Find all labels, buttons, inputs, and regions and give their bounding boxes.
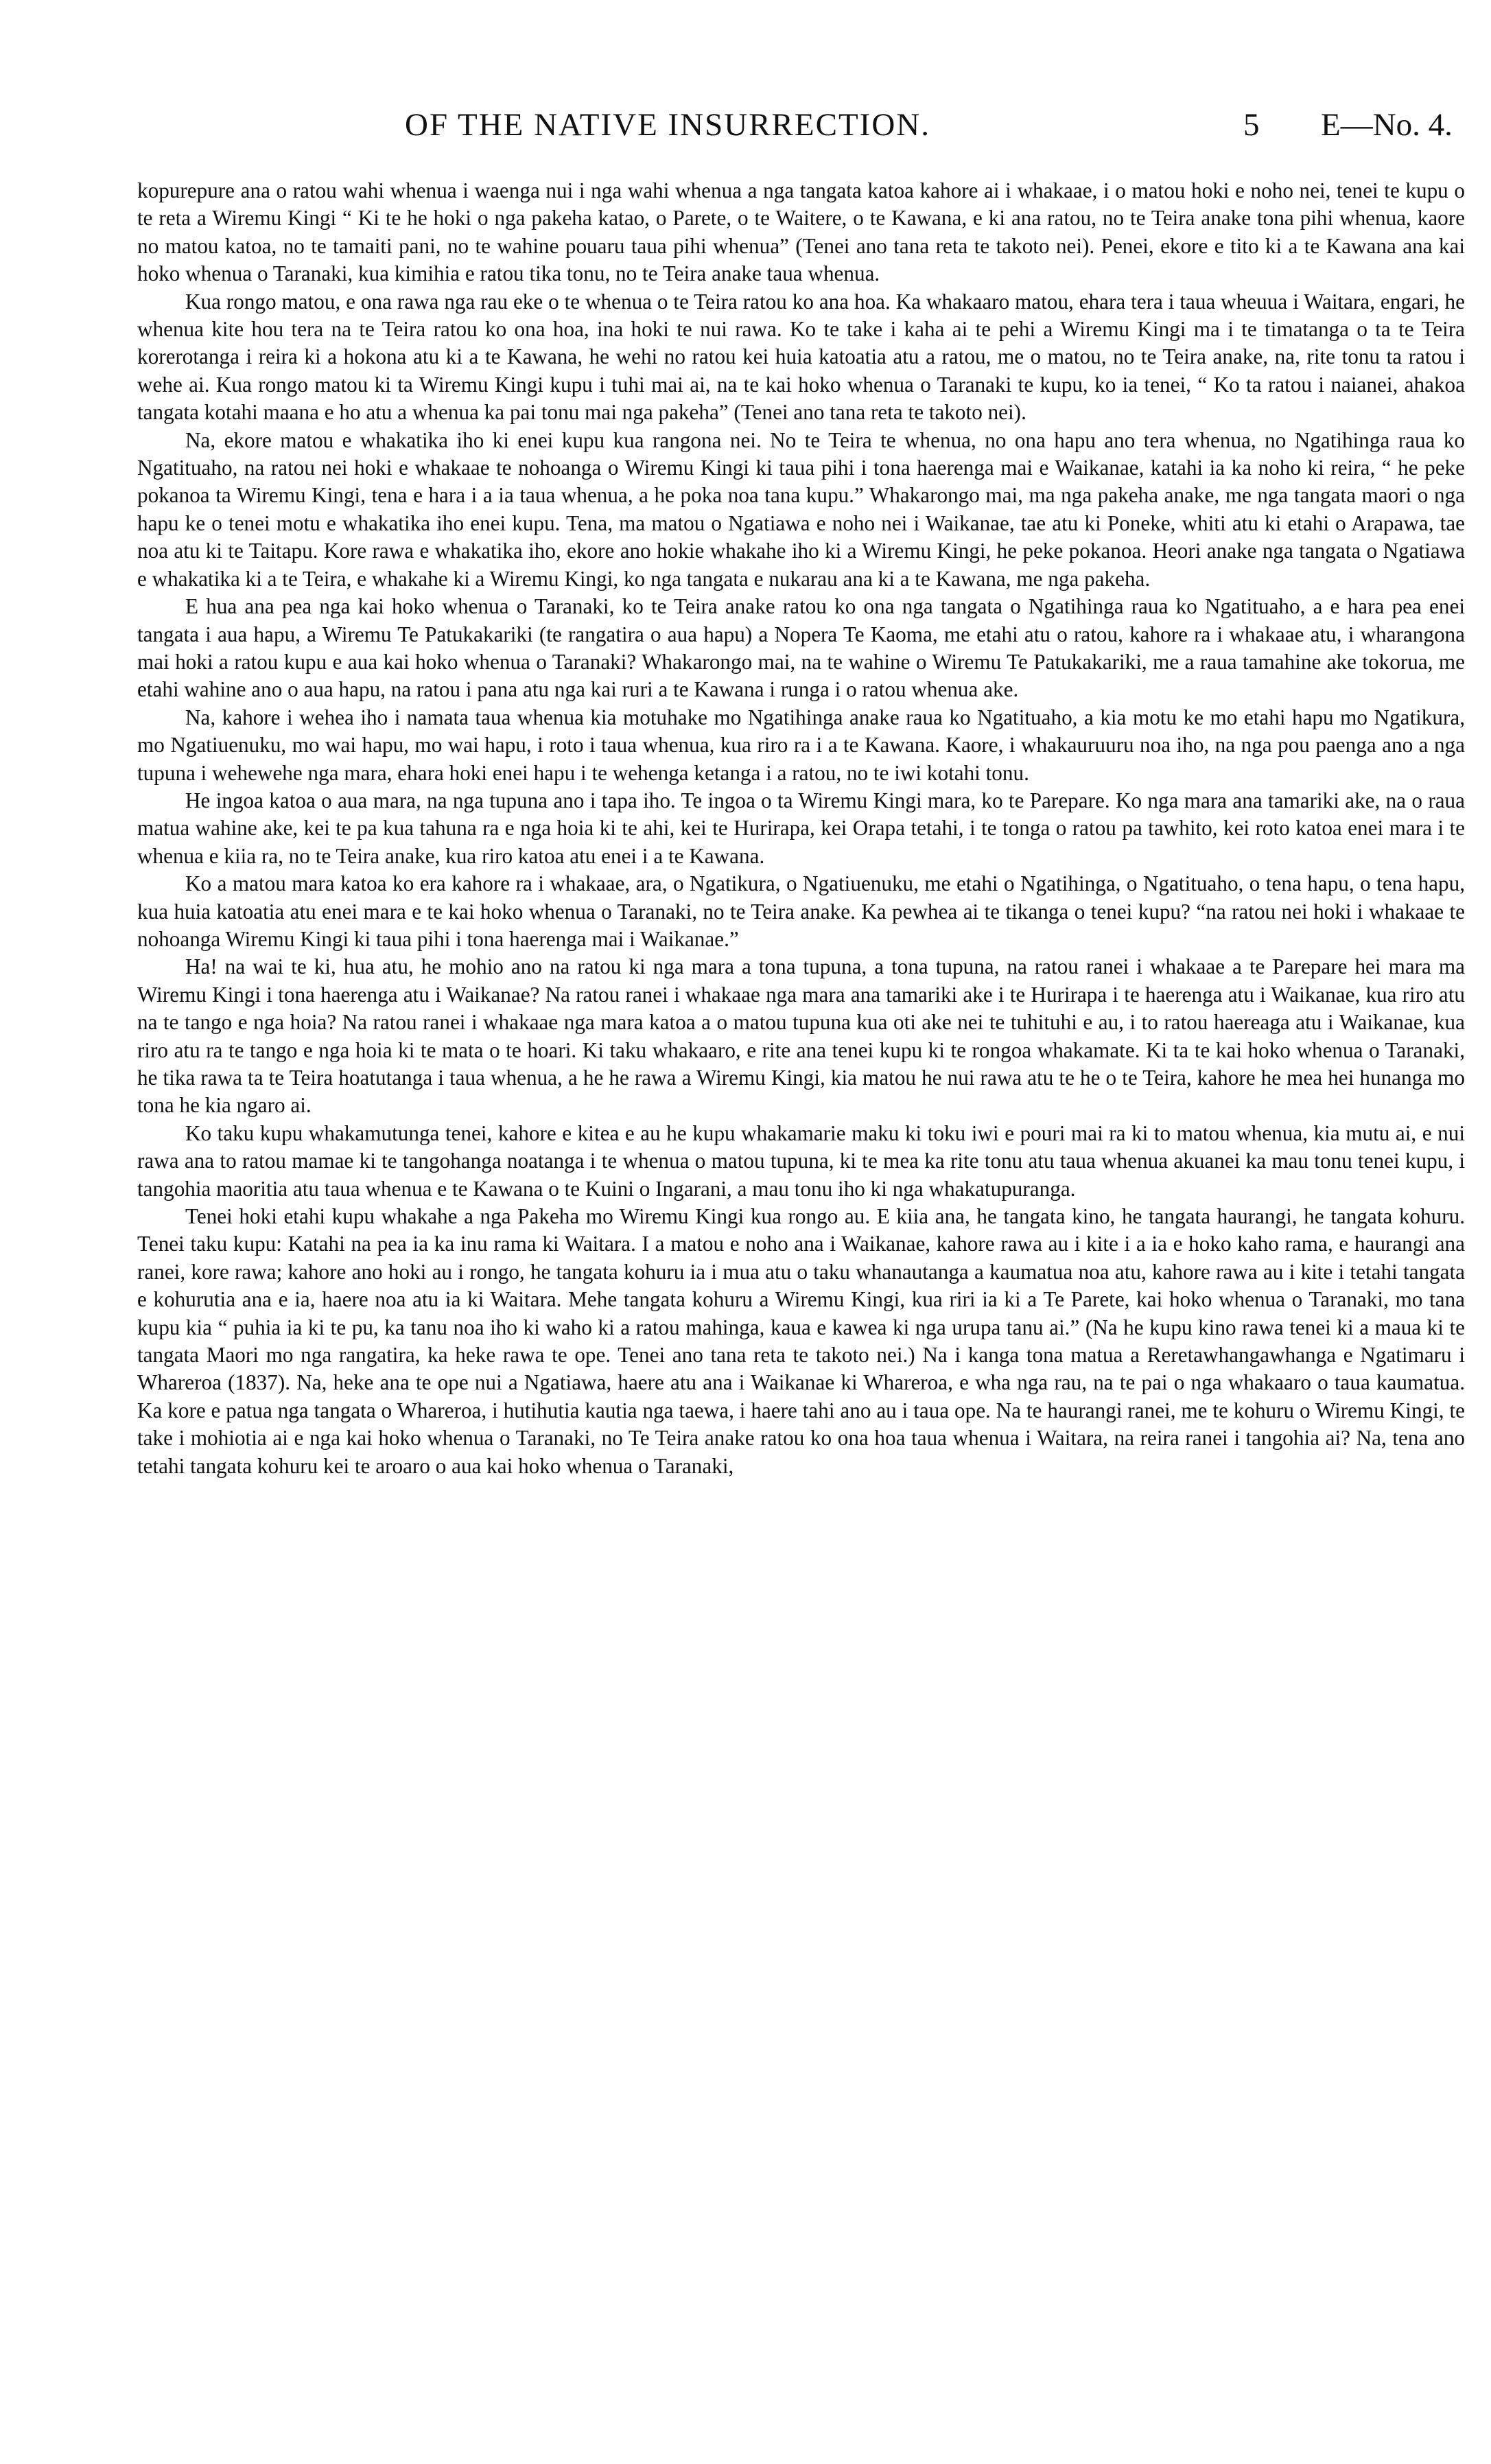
paragraph: E hua ana pea nga kai hoko whenua o Taranaki, ko te Teira anake ratou ko ona nga tangata o Ngatihinga raua ko Ngatituaho, a e hara pea enei tangata i aua hapu, a Wiremu Te Patukakariki (te rangatira o aua hapu) a Nopera Te Kaoma, me etahi atu o ratou, kahore ra i whakaae atu, i wharangona mai hoki a ratou kupu e aua kai hoko whenua o Taranaki? Whakarongo mai, na te wahine o Wiremu Te Patukakariki, me a raua tamahine ake tokorua, me etahi wahine ano o aua hapu, na ratou i pana atu nga kai ruri a te Kawana i runga i o ratou whenua ake. bbox=[137, 594, 1465, 702]
page-header bbox=[110, 106, 1461, 154]
paragraph: Ko taku kupu whakamutunga tenei, kahore e kitea e au he kupu whakamarie maku ki toku iwi e pouri mai ra ki to matou whenua, kia mutu ai, e nui rawa ana to ratou mamae ki te tangohanga noatanga i te whenua o matou tupuna, ki te mea ka rite tonu atu taua whenua akuanei ka mau tonu tenei kupu, i tangohia maoritia atu taua whenua e te Kawana o te Kuini o Ingarani, a mau tonu iho ki nga whakatupuranga. bbox=[137, 1120, 1465, 1201]
page-number: 5 bbox=[1243, 107, 1260, 143]
paragraph: Na, ekore matou e whakatika iho ki enei kupu kua rangona nei. No te Teira te whenua, no ona hapu ano tera whenua, no Ngatihinga raua ko Ngatituaho, na ratou nei hoki e whakaae te nohoanga o Wiremu Kingi ki taua pihi i tona haerenga mai e Waikanae, katahi ia ka noho ki reira, “ he peke pokanoa ta Wiremu Kingi, tena e hara i a ia taua whenua, a he poka noa tana kupu.” Whakarongo mai, ma nga pakeha anake, me nga tangata maori o nga hapu ke o tenei motu e whakatika iho enei kupu. Tena, ma matou o Ngatiawa e noho nei i Waikanae, tae atu ki Poneke, whiti atu ki etahi o Arapawa, tae noa atu ki te Taitapu. Kore rawa e whakatika iho, ekore ano hokie whakahe iho ki a Wiremu Kingi, he peke pokanoa. Heori anake nga tangata o Ngatiawa e whakatika ki a te Teira, e whakahe ki a Wiremu Kingi, ko nga tangata e nukarau ana ki a te Kawana, me nga pakeha. bbox=[137, 427, 1465, 591]
paragraph: He ingoa katoa o aua mara, na nga tupuna ano i tapa iho. Te ingoa o ta Wiremu Kingi mara, ko te Parepare. Ko nga mara ana tamariki ake, na o raua matua wahine ake, kei te pa kua tahuna ra e nga hoia ki te ahi, kei te Hurirapa, kei Orapa tetahi, i te tonga o ratou pa tawhito, kei roto katoa enei mara i te whenua e kiia ra, no te Teira anake, kua riro katoa atu enei i a te Kawana. bbox=[137, 788, 1465, 868]
body-text bbox=[137, 177, 1465, 1480]
paragraph: kopurepure ana o ratou wahi whenua i waenga nui i nga wahi whenua a nga tangata katoa kahore ai i whakaae, i o matou hoki e noho nei, tenei te kupu o te reta a Wiremu Kingi “ Ki te he hoki o nga pakeha katao, o Parete, o te Waitere, o te Kawana, e ki ana ratou, no te Teira anake tona pihi whenua, kaore no matou katoa, no te tamaiti pani, no te wahine pouaru taua pihi whenua” (Tenei ano tana reta te takoto nei). Penei, ekore e tito ki a te Kawana ana kai hoko whenua o Taranaki, kua kimihia e ratou tika tonu, no te Teira anake taua whenua. bbox=[137, 178, 1465, 286]
running-title: OF THE NATIVE INSURRECTION. bbox=[405, 107, 930, 143]
paragraph: Ha! na wai te ki, hua atu, he mohio ano na ratou ki nga mara a tona tupuna, a tona tupuna, na ratou ranei i whakaae a te Parepare hei mara ma Wiremu Kingi i tona haerenga atu i Waikanae? Na ratou ranei i whakaae nga mara ana tamariki ake i te Hurirapa i te haerenga atu i Waikanae, kua riro atu na te tango e nga hoia? Na ratou ranei i whakaae nga mara katoa a o matou tupuna kua oti ake nei te tuhituhi e au, i to ratou haereaga atu i Waikanae, kua riro atu ra te tango e nga hoia ki te mata o te hoari. Ki taku whakaaro, e rite ana tenei kupu ki te rongoa whakamate. Ki ta te kai hoko whenua o Taranaki, he tika rawa ta te Teira hoatutanga i taua whenua, a he he rawa a Wiremu Kingi, kia matou he nui rawa atu te he o te Teira, kahore he mea hei hunanga mo tona he kia ngaro ai. bbox=[137, 954, 1465, 1118]
paragraph: Kua rongo matou, e ona rawa nga rau eke o te whenua o te Teira ratou ko ana hoa. Ka whakaaro matou, ehara tera i taua wheuua i Waitara, engari, he whenua kite hou tera na te Teira ratou ko ona hoa, ina hoki te nui rawa. Ko te take i kaha ai te pehi a Wiremu Kingi ma i te timatanga o ta te Teira korerotanga i reira ki a hokona atu ki a te Kawana, he wehi no ratou kei huia katoatia atu a ratou, me o matou, no te Teira anake, na, rite tonu ta ratou i wehe ai. Kua rongo matou ki ta Wiremu Kingi kupu i tuhi mai ai, na te kai hoko whenua o Taranaki te kupu, ko ia tenei, “ Ko ta ratou i naianei, ahakoa tangata kotahi maana e ho atu a whenua ka pai tonu mai nga pakeha” (Tenei ano tana reta te takoto nei). bbox=[137, 289, 1465, 425]
paragraph: Ko a matou mara katoa ko era kahore ra i whakaae, ara, o Ngatikura, o Ngatiuenuku, me etahi o Ngatihinga, o Ngatituaho, o tena hapu, o tena hapu, kua huia katoatia atu enei mara e te kai hoko whenua o Taranaki, no te Teira anake. Ka pewhea ai te tikanga o tenei kupu? “na ratou nei hoki i whakaae te nohoanga Wiremu Kingi ki taua pihi i tona haerenga mai i Waikanae.” bbox=[137, 871, 1465, 951]
paragraph: Na, kahore i wehea iho i namata taua whenua kia motuhake mo Ngatihinga anake raua ko Ngatituaho, a kia motu ke mo etahi hapu mo Ngatikura, mo Ngatiuenuku, mo wai hapu, mo wai hapu, i roto i taua whenua, kua riro ra i a te Kawana. Kaore, i whakauruuru noa iho, na nga pou paenga ano a nga tupuna i wehewehe nga mara, ehara hoki enei hapu i te wehenga ketanga i a ratou, no te iwi kotahi tonu. bbox=[137, 705, 1465, 785]
document-reference: E—No. 4. bbox=[1321, 107, 1453, 143]
paragraph: Tenei hoki etahi kupu whakahe a nga Pakeha mo Wiremu Kingi kua rongo au. E kiia ana, he tangata kino, he tangata haurangi, he tangata kohuru. Tenei taku kupu: Katahi na pea ia ka inu rama ki Waitara. I a matou e noho ana i Waikanae, kahore rawa au i kite i a ia e hoko kaho rama, e haurangi ana ranei, kore rawa; kahore ano hoki au i rongo, he tangata kohuru ia i mua atu o taku whanautanga a kaumatua noa atu, kahore rawa au i kite i tetahi tangata e kohurutia ana e ia, haere noa atu ia ki Waitara. Mehe tangata kohuru a Wiremu Kingi, kua riri ia ki a Te Parete, kai hoko whenua o Taranaki, mo tana kupu kia “ puhia ia ki te pu, ka tanu noa iho ki waho ki a ratou mahinga, kaua e kawea ki nga urupa tanu ai.” (Na he kupu kino rawa tenei ki a maua ki te tangata Maori mo nga rangatira, ka heke rawa te ope. Tenei ano tana reta te takoto nei.) Na i kanga tona matua a Reretawhangawhanga e Ngatimaru i Whareroa (1837). Na, heke ana te ope nui a Ngatiawa, haere atu ana i Waikanae ki Whareroa, e wha nga rau, na te pai o nga whakaaro o taua kaumatua. Ka kore e patua nga tangata o Whareroa, i hutihutia kautia nga taewa, i haere tahi ano au i taua ope. Na te haurangi ranei, me te kohuru o Wiremu Kingi, te take i mohiotia ai e nga kai hoko whenua o Taranaki, no Te Teira anake ratou ko ona hoa taua whenua i Waitara, na reira ranei i tangohia ai? Na, tena ano tetahi tangata kohuru kei te aroaro o aua kai hoko whenua o Taranaki, bbox=[137, 1204, 1465, 1478]
